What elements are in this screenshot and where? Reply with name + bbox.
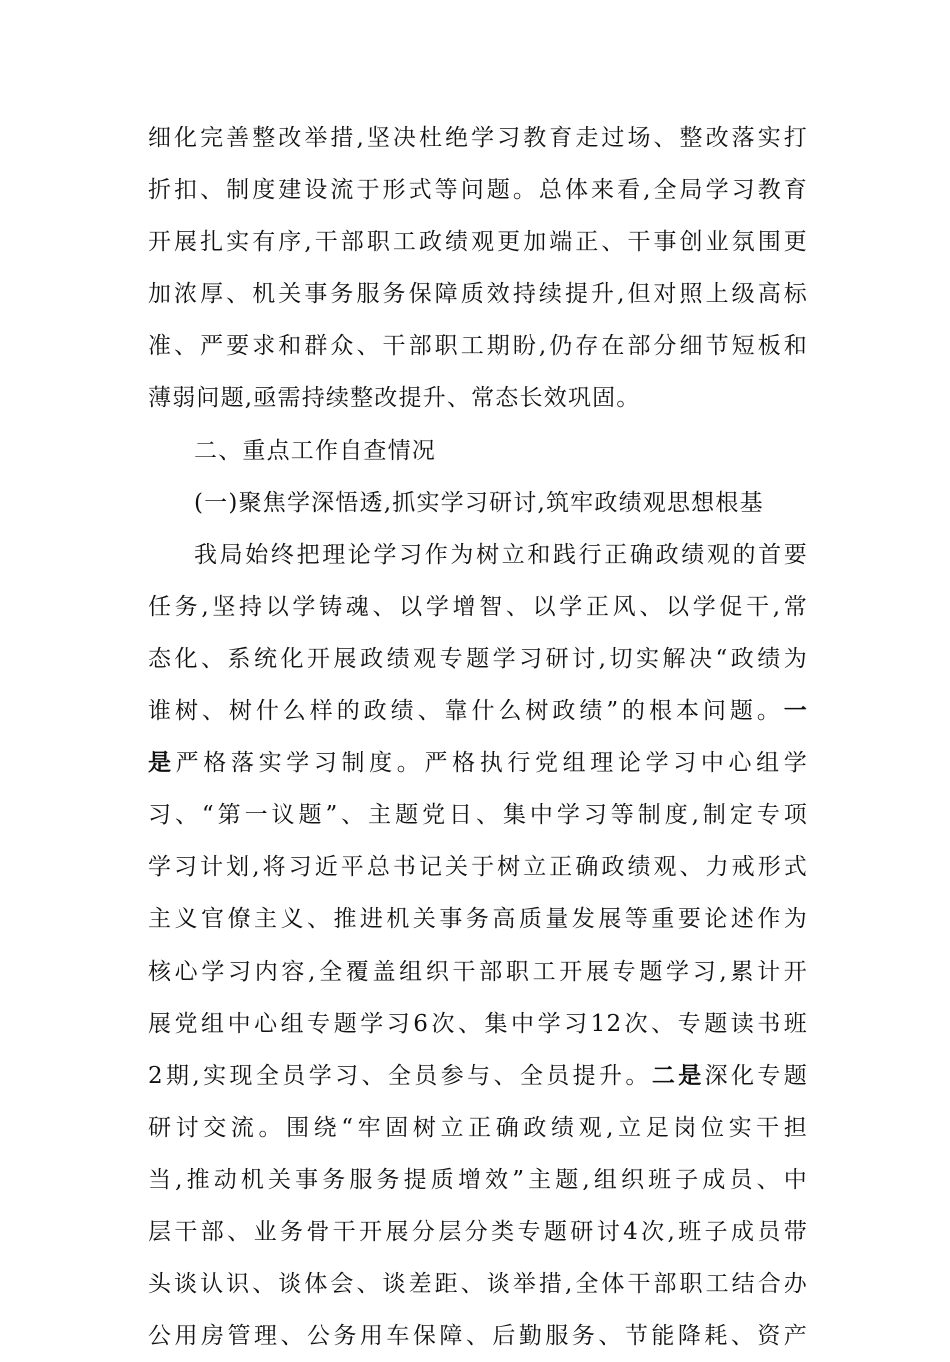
text-run: 公用房管理、公务用车保障、后勤服务、节能降耗、资产	[148, 1323, 808, 1350]
text-run: 2期,实现全员学习、全员参与、全员提升。	[148, 1062, 652, 1089]
text-run: 学习计划,将习近平总书记关于树立正确政绩观、力戒形式	[148, 854, 808, 881]
text-run: 细化完善整改举措,坚决杜绝学习教育走过场、整改落实打	[148, 125, 808, 151]
text-line	[148, 1102, 808, 1154]
text-run: 准、严要求和群众、干部职工期盼,仍存在部分细节短板和	[148, 333, 808, 360]
text-line	[148, 633, 808, 685]
text-line	[148, 737, 808, 789]
text-run: 主义官僚主义、推进机关事务高质量发展等重要论述作为	[148, 906, 808, 933]
text-line	[148, 893, 808, 945]
text-run: 深化专题	[704, 1062, 808, 1089]
text-line	[148, 164, 808, 216]
text-run: 态化、系统化开展政绩观专题学习研讨,切实解决“政绩为	[148, 645, 808, 672]
text-line	[148, 1154, 808, 1206]
text-line	[148, 529, 808, 581]
text-line	[148, 946, 808, 998]
text-run: 我局始终把理论学习作为树立和践行正确政绩观的首要	[194, 541, 808, 568]
bold-ordinal: 是	[148, 749, 176, 777]
text-line	[148, 216, 808, 268]
text-line	[148, 112, 808, 164]
text-run: 折扣、制度建设流于形式等问题。总体来看,全局学习教育	[148, 177, 808, 204]
text-run: 严格落实学习制度。严格执行党组理论学习中心组学	[175, 750, 808, 777]
text-run: 任务,坚持以学铸魂、以学增智、以学正风、以学促干,常	[148, 593, 808, 620]
text-line	[148, 1310, 808, 1362]
text-line	[148, 477, 808, 529]
text-run: 展党组中心组专题学习6次、集中学习12次、专题读书班	[148, 1010, 808, 1037]
text-run: (一)聚焦学深悟透,抓实学习研讨,筑牢政绩观思想根基	[194, 489, 764, 516]
text-run: 核心学习内容,全覆盖组织干部职工开展专题学习,累计开	[148, 958, 808, 985]
text-line	[148, 998, 808, 1050]
text-run: 研讨交流。围绕“牢固树立正确政绩观,立足岗位实干担	[148, 1114, 808, 1141]
text-line	[148, 1050, 808, 1102]
text-line	[148, 372, 808, 424]
bold-ordinal: 一	[783, 697, 808, 725]
text-line	[148, 268, 808, 320]
text-run: 薄弱问题,亟需持续整改提升、常态长效巩固。	[148, 385, 641, 412]
text-line	[148, 1206, 808, 1258]
text-line	[148, 1258, 808, 1310]
bold-ordinal: 二是	[651, 1061, 705, 1089]
text-run: 加浓厚、机关事务服务保障质效持续提升,但对照上级高标	[148, 281, 808, 308]
text-line	[148, 581, 808, 633]
text-run: 开展扎实有序,干部职工政绩观更加端正、干事创业氛围更	[148, 229, 808, 256]
text-line	[148, 841, 808, 893]
text-line	[148, 789, 808, 841]
text-line	[148, 425, 808, 477]
text-run: 层干部、业务骨干开展分层分类专题研讨4次,班子成员带	[148, 1218, 808, 1245]
text-run: 习、“第一议题”、主题党日、集中学习等制度,制定专项	[148, 802, 808, 829]
text-run: 二、重点工作自查情况	[194, 437, 436, 464]
text-line	[148, 320, 808, 372]
text-run: 谁树、树什么样的政绩、靠什么树政绩”的根本问题。	[148, 698, 784, 725]
text-run: 头谈认识、谈体会、谈差距、谈举措,全体干部职工结合办	[148, 1271, 808, 1298]
body-text	[148, 112, 808, 1362]
text-run: 当,推动机关事务服务提质增效”主题,组织班子成员、中	[148, 1166, 808, 1193]
text-line	[148, 685, 808, 737]
